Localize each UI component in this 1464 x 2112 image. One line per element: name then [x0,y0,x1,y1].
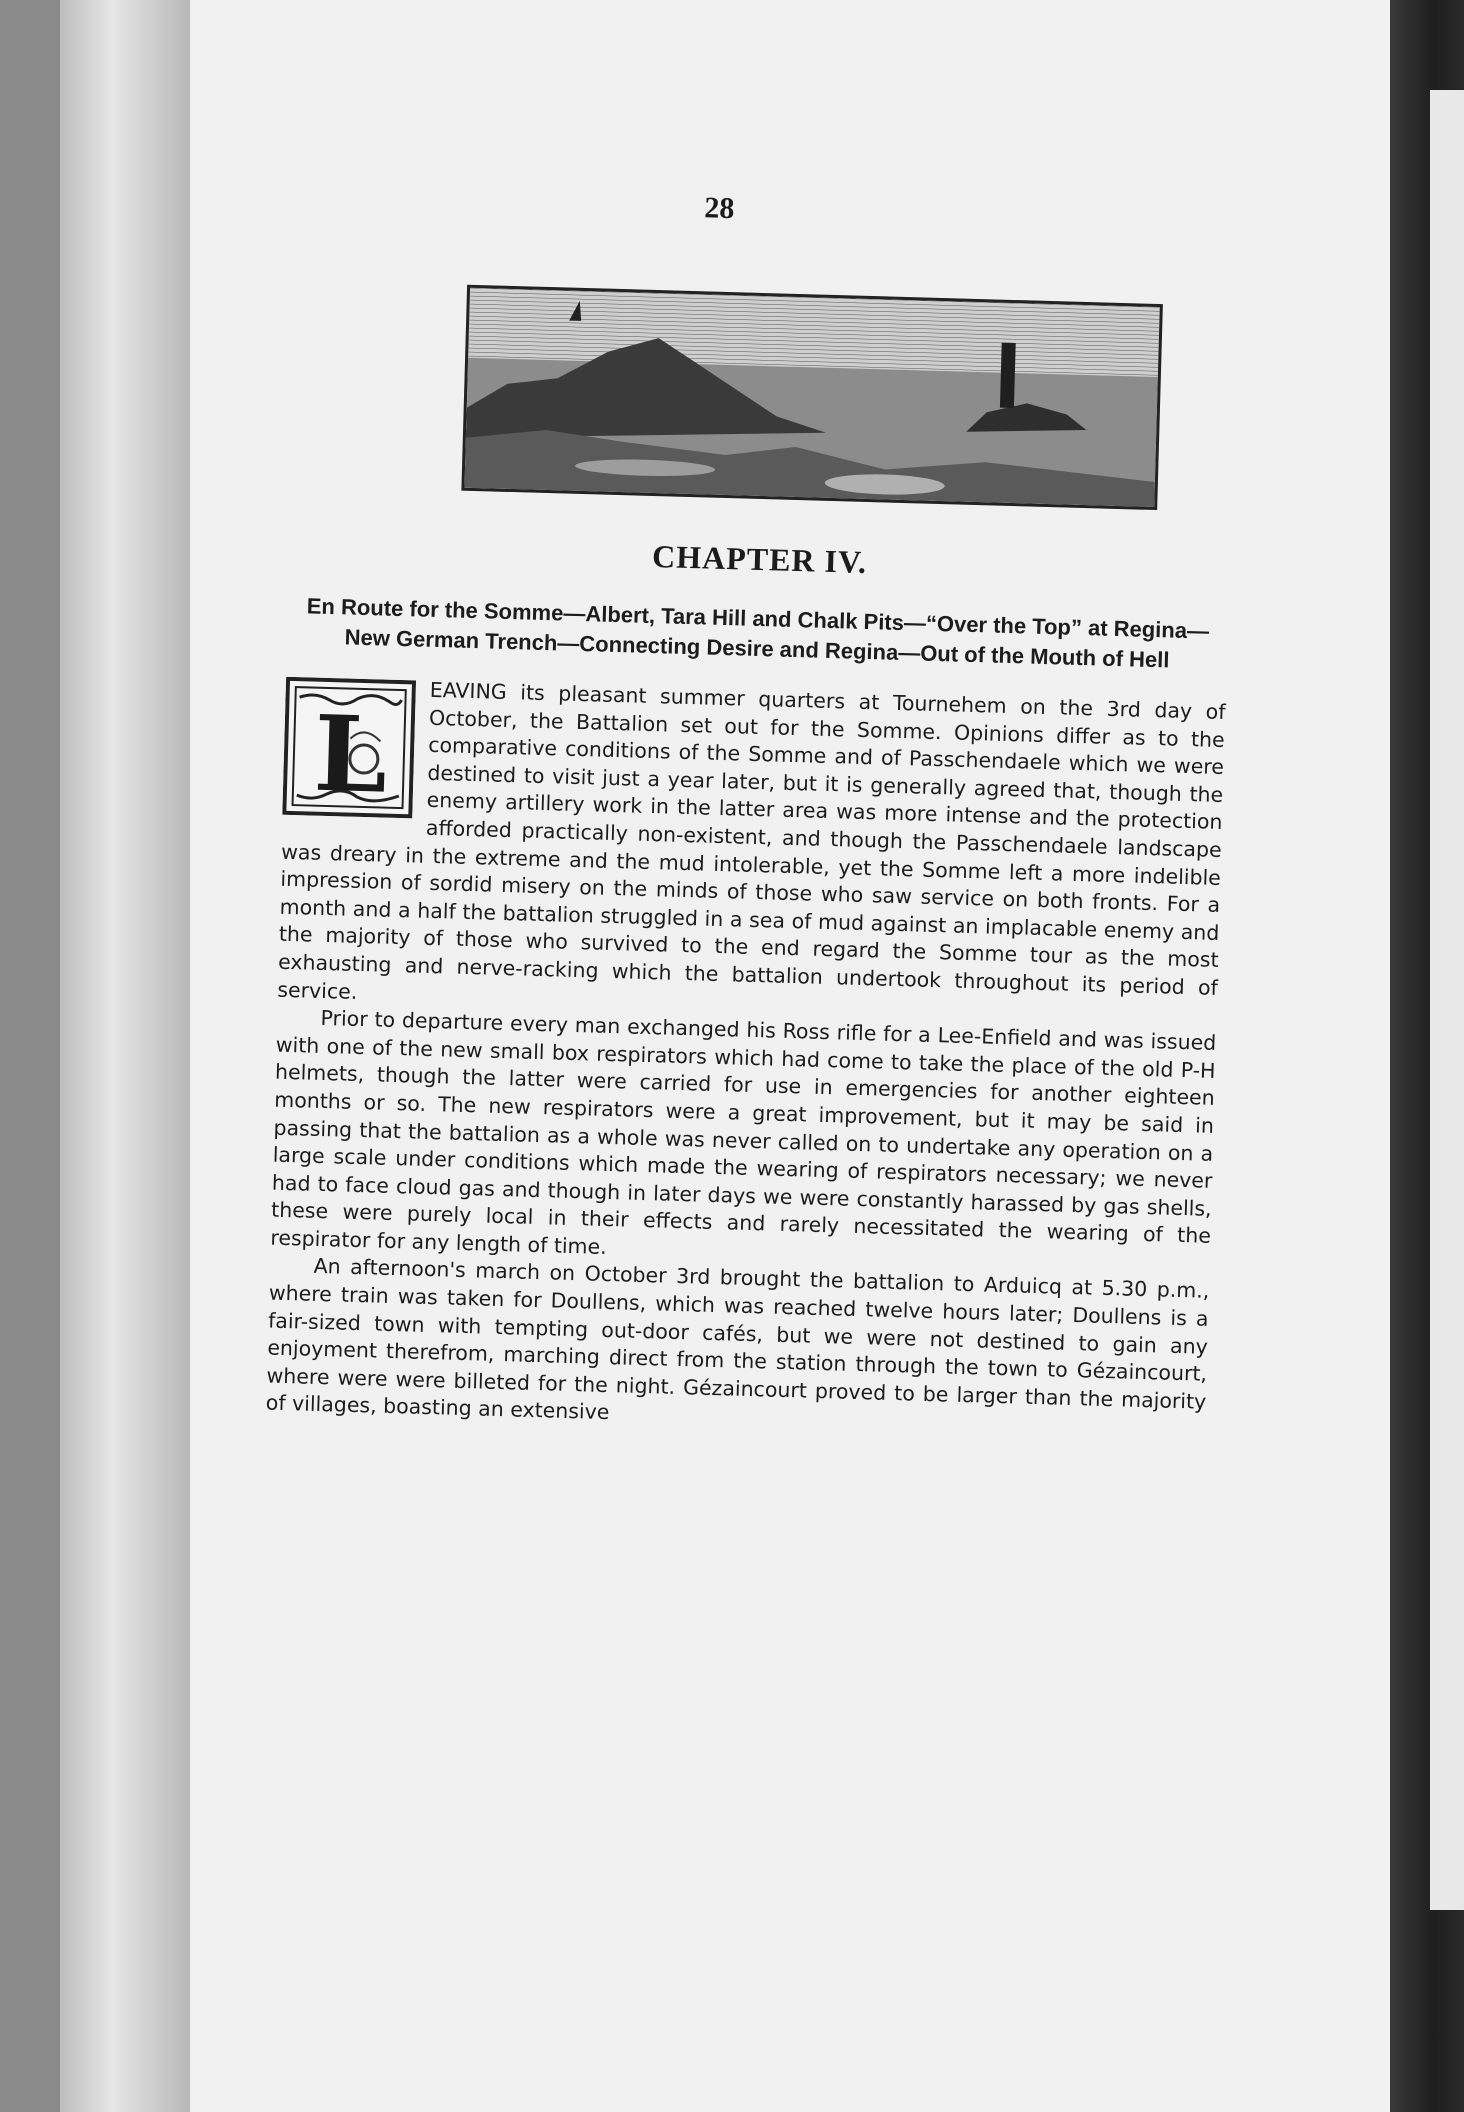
paragraph-2: Prior to departure every man exchanged his Ross rifle for a Lee-Enfield and was issued with one of the new small box respirators which had come to take the place of the old P-H helmets, though the latter were carried for use in emergencies for another eighteen months or so. The new respirators were a great improvement, but it may be said in passing that the battalion as a whole was never called on to undertake any operation on a large scale under conditions which made the wearing of respirators necessary; we never had to face cloud gas and though in later days we were constantly harassed by gas shells, these were purely local in their effects and rarely necessitated the wearing of the respirator for any length of time. [270,1006,1217,1259]
seascape-illustration [461,285,1162,510]
facing-page-edge [1430,90,1464,1910]
paragraph-3: An afternoon's march on October 3rd brought the battalion to Arduicq at 5.30 p.m., where train was taken for Doullens, which was reached twelve hours later; Doullens is a fair-sized town with tempting out-door cafés, but we were not destined to gain any enjoyment therefrom, marching direct from the station through the town to Gézaincourt, where were were billeted for the night. Gézaincourt proved to be larger than the majority of villages, boasting an extensive [265,1254,1210,1425]
paragraph-1: EAVING its pleasant summer quarters at Tournehem on the 3rd day of October, the Battalion set out for the Somme. Opinions differ as to the comparative conditions of the Somme and of Passchendaele which we were destined to visit just a year later, but it is generally agreed that, though the enemy artillery work in the latter area was more intense and the protection afforded practically non-existent, and though the Passchendaele landscape was dreary in the extreme and the mud intolerable, yet the Somme left a more indelible impression of sordid misery on the minds of those who saw service on both fronts. For a month and a half the battalion struggled in a sea of mud against an implacable enemy and the majority of those who survived to the end regard the Somme tour as the most exhausting and nerve-racking which the battalion undertook throughout its period of service. [277,677,1226,1004]
chapter-summary: En Route for the Somme—Albert, Tara Hill and Chalk Pits—“Over the Top” at Regina—New German Trench—Connecting Desire and Regina—Out of the Mouth of Hell [306,593,1210,673]
chapter-title: CHAPTER IV. [651,537,868,580]
book-spine-edge [60,0,190,2112]
page-number: 28 [703,191,735,226]
dropcap-letter: L [312,691,389,817]
ornamental-dropcap [282,677,416,819]
seascape-engraving [464,288,1159,507]
chapter-body [265,673,1225,1444]
scanner-background [0,0,60,2112]
page-content [265,180,1239,1444]
